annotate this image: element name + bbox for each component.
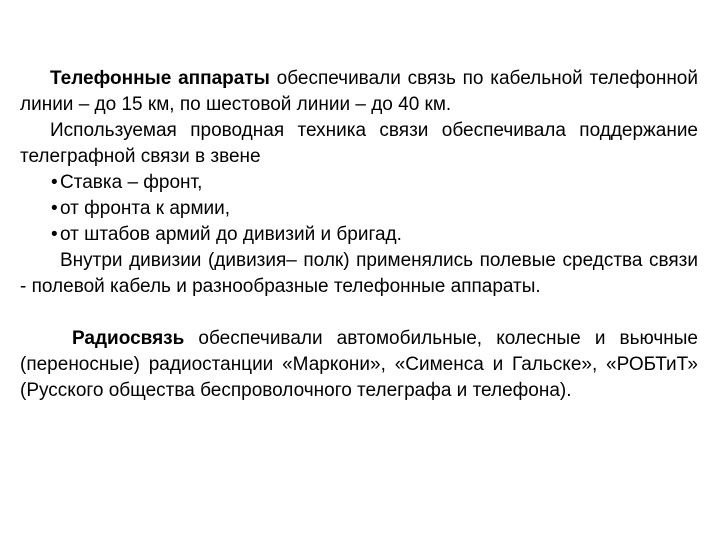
bullet-text: Ставка – фронт, bbox=[60, 172, 203, 193]
paragraph-division: Внутри дивизии (дивизия– полк) применялись полевые средства связи - полевой кабель и разнообразные телефонные аппараты. bbox=[20, 250, 698, 297]
slide-content bbox=[20, 66, 698, 404]
bullet-text: от штабов армий до дивизий и бригад. bbox=[60, 224, 402, 245]
blank-line bbox=[20, 300, 698, 326]
bullet-item bbox=[20, 196, 698, 222]
bullet-text: от фронта к армии, bbox=[60, 198, 231, 219]
bullet-item bbox=[20, 222, 698, 248]
bullet-icon: • bbox=[51, 172, 58, 193]
telephones-heading: Телефонные аппараты bbox=[50, 68, 270, 89]
telephones-text: обеспечивали связь по кабельной телефонной линии – до 15 км, по шестовой линии – до 40 км. bbox=[20, 68, 698, 115]
paragraph-radio bbox=[20, 326, 698, 404]
radio-text: обеспечивали автомобильные, колесные и вьючные (переносные) радиостанции «Маркони», «Сименса и Гальске», «РОБТиТ» (Русского общества беспроволочного телеграфа и телефона). bbox=[20, 328, 698, 401]
bullet-item bbox=[20, 170, 698, 196]
bullet-icon: • bbox=[51, 198, 58, 219]
paragraph-wired-technology: Используемая проводная техника связи обеспечивала поддержание телеграфной связи в звене bbox=[20, 120, 698, 167]
paragraph-telephones bbox=[20, 66, 698, 118]
radio-heading: Радиосвязь bbox=[72, 328, 185, 349]
bullet-icon: • bbox=[51, 224, 58, 245]
